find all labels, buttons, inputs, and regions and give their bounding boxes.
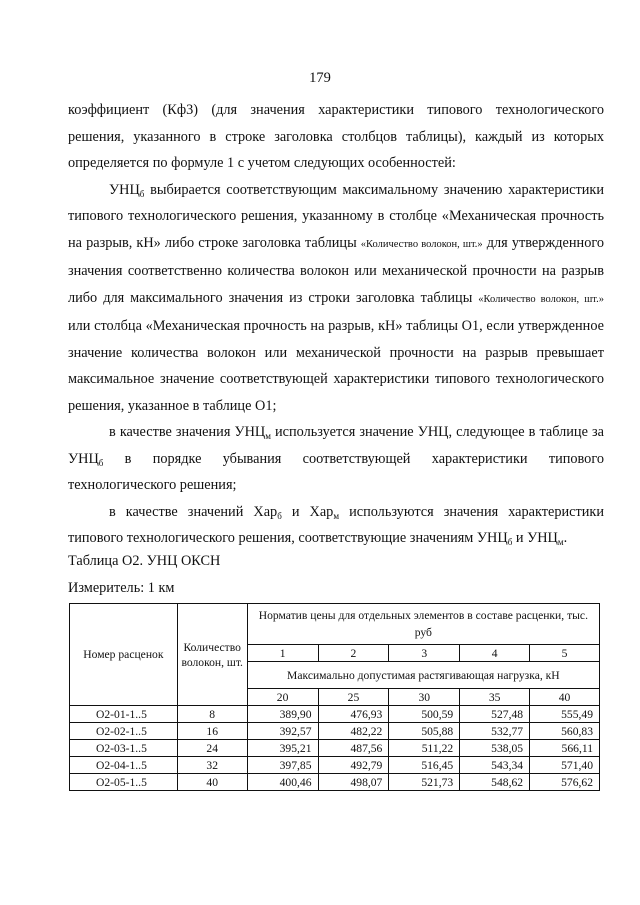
price-cell: 505,88 — [389, 723, 460, 740]
price-cell: 500,59 — [389, 706, 460, 723]
header-load: 25 — [318, 689, 389, 706]
page-number: 179 — [309, 70, 331, 86]
price-cell: 527,48 — [460, 706, 530, 723]
rate-code: О2-01-1..5 — [70, 706, 178, 723]
table-title: Таблица О2. УНЦ ОКСН — [68, 553, 221, 569]
header-load: 40 — [530, 689, 600, 706]
price-cell: 548,62 — [460, 774, 530, 791]
price-cell: 538,05 — [460, 740, 530, 757]
table-row — [70, 774, 600, 791]
fiber-count: 8 — [177, 706, 247, 723]
body-text — [68, 97, 604, 552]
table-row — [70, 706, 600, 723]
table-unit: Измеритель: 1 км — [68, 580, 175, 596]
header-index: 4 — [460, 645, 530, 662]
header-index: 2 — [318, 645, 389, 662]
price-cell: 521,73 — [389, 774, 460, 791]
rate-code: О2-02-1..5 — [70, 723, 178, 740]
price-cell: 397,85 — [247, 757, 318, 774]
price-cell: 392,57 — [247, 723, 318, 740]
fiber-count: 24 — [177, 740, 247, 757]
rate-code: О2-03-1..5 — [70, 740, 178, 757]
price-cell: 511,22 — [389, 740, 460, 757]
price-cell: 560,83 — [530, 723, 600, 740]
price-cell: 543,34 — [460, 757, 530, 774]
price-cell: 482,22 — [318, 723, 389, 740]
fiber-count: 16 — [177, 723, 247, 740]
header-index: 3 — [389, 645, 460, 662]
header-index: 1 — [247, 645, 318, 662]
header-max-load: Максимально допустимая растягивающая нагрузка, кН — [247, 662, 599, 689]
price-cell: 487,56 — [318, 740, 389, 757]
price-cell: 498,07 — [318, 774, 389, 791]
price-cell: 516,45 — [389, 757, 460, 774]
header-index: 5 — [530, 645, 600, 662]
header-fiber-count: Количество волокон, шт. — [177, 604, 247, 706]
fiber-count: 32 — [177, 757, 247, 774]
price-cell: 400,46 — [247, 774, 318, 791]
price-cell: 476,93 — [318, 706, 389, 723]
header-price-norm: Норматив цены для отдельных элементов в составе расценки, тыс. руб — [247, 604, 599, 645]
price-cell: 395,21 — [247, 740, 318, 757]
header-load: 35 — [460, 689, 530, 706]
price-cell: 566,11 — [530, 740, 600, 757]
fiber-count: 40 — [177, 774, 247, 791]
paragraph-2: $УНЦ_б$ выбирается соответствующим максимальному значению характеристики типового технологического решения, указанному в столбце «Механическая прочность на разрыв, кН» либо строке заголовка таблицы «Количество волокон, шт.» для утвержденного значения соответственно количества волокон или механической прочности на разрыв либо для максимального значения из строки заголовка таблицы «Количество волокон, шт.» или столбца «Механическая прочность на разрыв, кН» таблицы О1, если утвержденное значение количества волокон или механической прочности на разрыв превышает максимальное значение соответствующей характеристики типового технологического решения, указанное в таблице О1; — [68, 181, 604, 414]
paragraph-3: в качестве значения $УНЦ_м$ используется значение УНЦ, следующее в таблице за $УНЦ_б$ в порядке убывания соответствующей характеристики типового технологического решения; — [68, 424, 604, 493]
price-table — [69, 603, 600, 791]
price-cell: 555,49 — [530, 706, 600, 723]
price-cell: 492,79 — [318, 757, 389, 774]
paragraph-4: в качестве значений Хар$_б$ и Хар$_м$ используются значения характеристики типового технологического решения, соответствующие значениям $УНЦ_б$ и $УНЦ_м$. — [68, 503, 604, 547]
price-cell: 576,62 — [530, 774, 600, 791]
rate-code: О2-04-1..5 — [70, 757, 178, 774]
paragraph-1: коэффициент (Кф3) (для значения характеристики типового технологического решения, указанного в строке заголовка столбцов таблицы), каждый из которых определяется по формуле 1 с учетом следующих особенностей: — [68, 102, 604, 171]
rate-code: О2-05-1..5 — [70, 774, 178, 791]
header-rate-number: Номер расценок — [70, 604, 178, 706]
table-row — [70, 740, 600, 757]
header-load: 20 — [247, 689, 318, 706]
price-cell: 532,77 — [460, 723, 530, 740]
header-load: 30 — [389, 689, 460, 706]
table-row — [70, 723, 600, 740]
price-cell: 389,90 — [247, 706, 318, 723]
table-row — [70, 757, 600, 774]
price-cell: 571,40 — [530, 757, 600, 774]
